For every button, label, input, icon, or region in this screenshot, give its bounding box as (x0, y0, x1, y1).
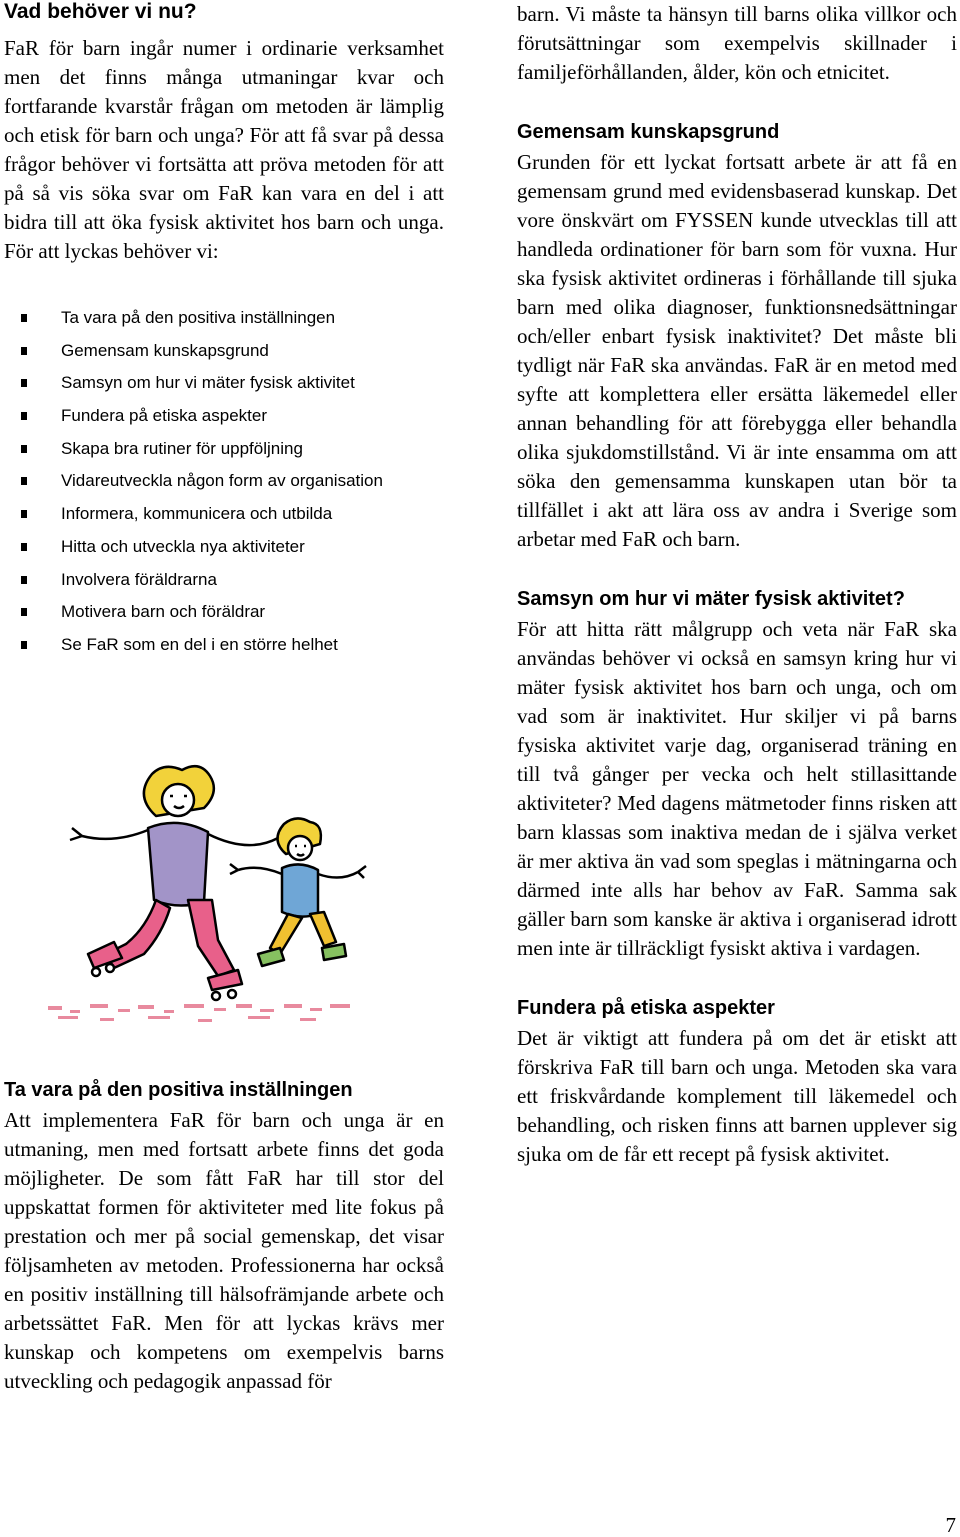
bullet-icon (21, 314, 27, 322)
page-heading: Vad behöver vi nu? (4, 0, 197, 23)
intro-paragraph: FaR för barn ingår numer i ordinarie verksamhet men det finns många utmaningar kvar och fortfarande kvarstår frågan om metoden är lämplig och etisk för barn och unga? För att få svar på dessa frågor behöver vi fortsätta att pröva metoden för att på så vis söka svar om FaR kan vara en del i att bidra till att öka fysisk aktivitet hos barn och unga. För att lyckas behöver vi: (4, 36, 444, 263)
list-item: Fundera på etiska aspekter (4, 400, 444, 433)
bullet-icon (21, 641, 27, 649)
bullet-icon (21, 379, 27, 387)
older-child-figure (70, 766, 288, 1000)
section-text: För att hitta rätt målgrupp och veta när FaR ska användas behöver vi också en samsyn kring hur vi mäter fysisk aktivitet hos barn och unga, och om vad som är inaktivitet. Hur skiljer vi på barns fysiska aktivitet varje dag, organiserad träning en till två gånger per vecka och helt stillasittande aktiviteter? Med dagens mätmetoder finns risken att barn klassas som inaktiva medan de i själva verket är mer aktiva än vad som speglas i mätningarna och därmed inte alls har behov av FaR. Samma sak gäller barn som kanske är aktiva i organiserad idrott men inte är tillräckligt fysiskt aktiva i vardagen. (517, 617, 957, 960)
continuation-paragraph: barn. Vi måste ta hänsyn till barns olika villkor och förutsättningar som exempelvis skillnader i familjeförhållanden, ålder, kön och etnicitet. (517, 2, 957, 84)
list-item: Informera, kommunicera och utbilda (4, 498, 444, 531)
list-item: Se FaR som en del i en större helhet (4, 629, 444, 662)
bullet-icon (21, 477, 27, 485)
list-item: Ta vara på den positiva inställningen (4, 302, 444, 335)
positive-attitude-section (4, 1078, 444, 1396)
right-column (517, 0, 957, 1169)
younger-child-figure (230, 818, 366, 966)
section-text: Att implementera FaR för barn och unga är en utmaning, men med fortsatt arbete finns det goda möjligheter. De som fått FaR har till stor del uppskattat formen för aktiviteter med lite fokus på prestation och mer på social gemenskap, det visar följsamheten av metoden. Professionerna har också en positiv inställning till hälsofrämjande arbete och arbetssättet FaR. Men för att lyckas krävs mer kunskap och kompetens om exempelvis barns utveckling och pedagogik anpassad för (4, 1108, 444, 1393)
bullet-icon (21, 608, 27, 616)
skating-children-illustration (38, 758, 368, 1028)
list-item: Vidareutveckla någon form av organisation (4, 465, 444, 498)
left-column (4, 0, 444, 662)
needs-list (4, 302, 444, 662)
list-item: Samsyn om hur vi mäter fysisk aktivitet (4, 367, 444, 400)
bullet-icon (21, 543, 27, 551)
bullet-icon (21, 576, 27, 584)
bullet-icon (21, 510, 27, 518)
section-text: Grunden för ett lyckat fortsatt arbete är att få en gemensam grund med evidensbaserad kunskap. Det vore önskvärt om FYSSEN kunde utvecklas till att handleda ordinationer för barn som för vuxna. Hur ska fysisk aktivitet ordineras i förhållande till sjuka barn med olika diagnoser, funktionsnedsättningar och/eller enbart fysisk inaktivitet? Det måste bli tydligt när FaR ska användas. FaR är en metod med syfte att komplettera eller ersätta läkemedel eller annan behandling för att förebygga eller behandla olika sjukdomstillstånd. Vi är inte ensamma om att söka den gemensamma kunskapen utan bör ta tillfället i akt att lära oss av andra i Sverige som arbetar med FaR och barn. (517, 150, 957, 551)
list-item: Motivera barn och föräldrar (4, 596, 444, 629)
list-item: Skapa bra rutiner för uppföljning (4, 433, 444, 466)
list-item: Involvera föräldrarna (4, 564, 444, 597)
bullet-icon (21, 412, 27, 420)
page-number: 7 (945, 1513, 956, 1537)
bullet-icon (21, 445, 27, 453)
bullet-icon (21, 347, 27, 355)
list-item: Hitta och utveckla nya aktiviteter (4, 531, 444, 564)
section-heading: Fundera på etiska aspekter (517, 997, 775, 1019)
section-text: Det är viktigt att fundera på om det är etiskt att förskriva FaR till barn och unga. Metoden ska vara ett friskvårdande komplement till läkemedel och behandling, och risken finns att barnen upplever sig sjuka om de får ett recept på fysisk aktivitet. (517, 1026, 957, 1166)
section-heading: Ta vara på den positiva inställningen (4, 1079, 353, 1101)
list-item: Gemensam kunskapsgrund (4, 335, 444, 368)
section-heading: Samsyn om hur vi mäter fysisk aktivitet? (517, 588, 905, 610)
ground-marks (48, 1004, 350, 1022)
section-heading: Gemensam kunskapsgrund (517, 121, 780, 143)
